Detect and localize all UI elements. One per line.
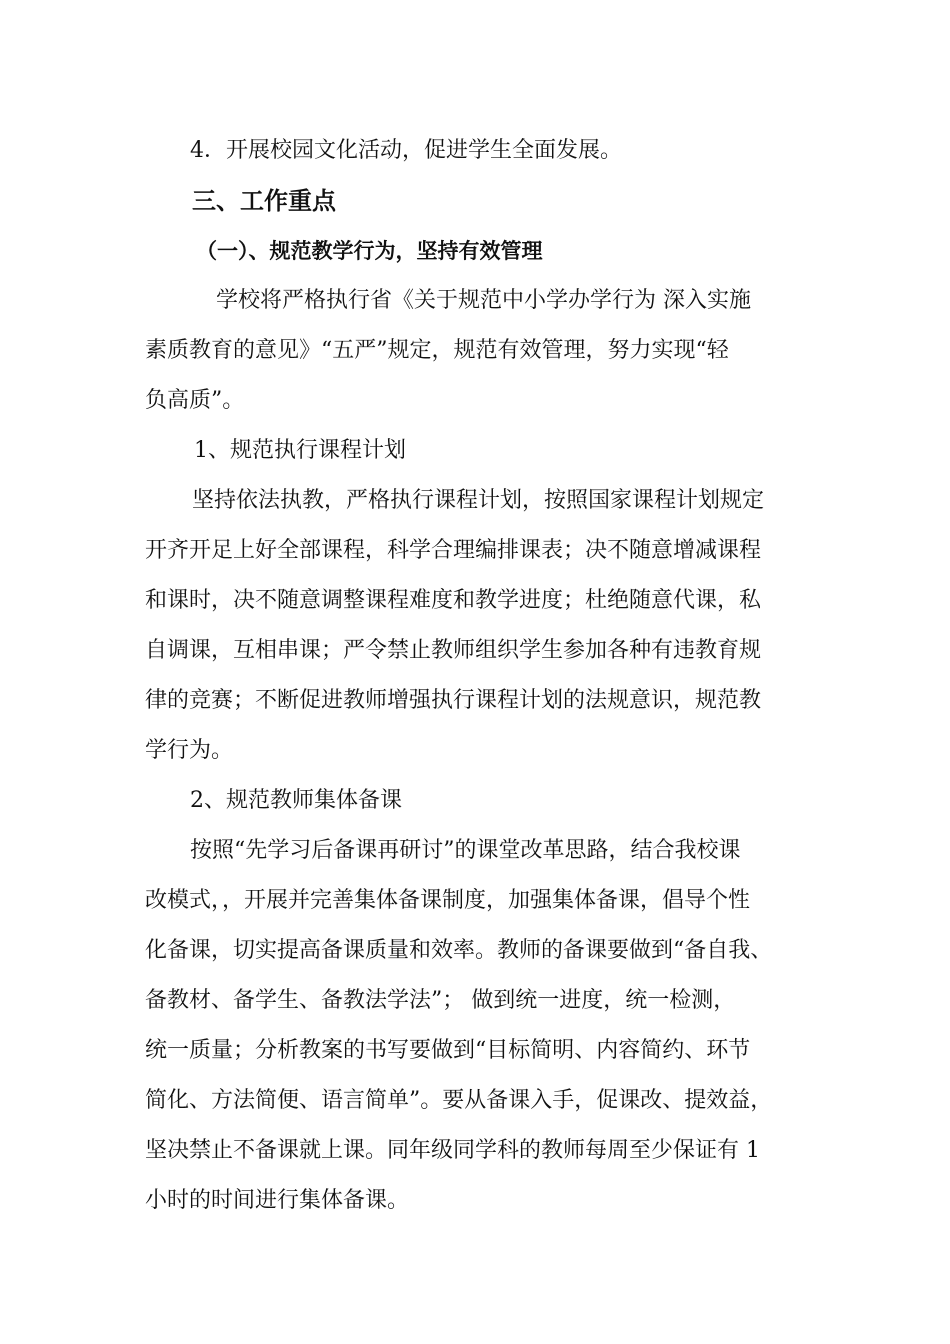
subsection-heading-1: （一）、规范教学行为，坚持有效管理 [196, 239, 543, 263]
item-heading-1: 1、规范执行课程计划 [194, 438, 406, 463]
paragraph-line: 开齐开足上好全部课程，科学合理编排课表；决不随意增减课程 [145, 538, 762, 563]
paragraph-line: 按照“先学习后备课再研讨”的课堂改革思路，结合我校课 [190, 838, 741, 863]
paragraph-line: 备教材、备学生、备教法学法”； 做到统一进度，统一检测， [145, 988, 736, 1013]
paragraph-line: 小时的时间进行集体备课。 [145, 1188, 410, 1213]
paragraph-line: 坚持依法执教，严格执行课程计划，按照国家课程计划规定 [192, 488, 765, 513]
list-item-4: 4．开展校园文化活动，促进学生全面发展。 [190, 138, 622, 163]
paragraph-line: 学校将严格执行省《关于规范中小学办学行为 深入实施 [216, 288, 751, 313]
paragraph-line: 统一质量；分析教案的书写要做到“目标简明、内容简约、环节 [145, 1038, 751, 1063]
paragraph-line: 简化、方法简便、语言简单”。要从备课入手，促课改、提效益， [145, 1088, 773, 1113]
paragraph-line: 素质教育的意见》“五严”规定，规范有效管理，努力实现“轻 [145, 338, 729, 363]
paragraph-line: 自调课，互相串课；严令禁止教师组织学生参加各种有违教育规 [145, 638, 762, 663]
paragraph-line: 和课时，决不随意调整课程难度和教学进度；杜绝随意代课，私 [145, 588, 762, 613]
section-heading-3: 三、工作重点 [192, 187, 336, 215]
paragraph-line: 学行为。 [145, 738, 234, 763]
paragraph-line: 坚决禁止不备课就上课。同年级同学科的教师每周至少保证有 1 [145, 1138, 760, 1163]
paragraph-line: 律的竞赛；不断促进教师增强执行课程计划的法规意识，规范教 [145, 688, 762, 713]
paragraph-line: 改模式，，开展并完善集体备课制度，加强集体备课，倡导个性 [145, 888, 751, 913]
paragraph-line: 化备课，切实提高备课质量和效率。教师的备课要做到“备自我、 [145, 938, 773, 963]
paragraph-line: 负高质”。 [145, 388, 245, 413]
item-heading-2: 2、规范教师集体备课 [190, 788, 402, 813]
